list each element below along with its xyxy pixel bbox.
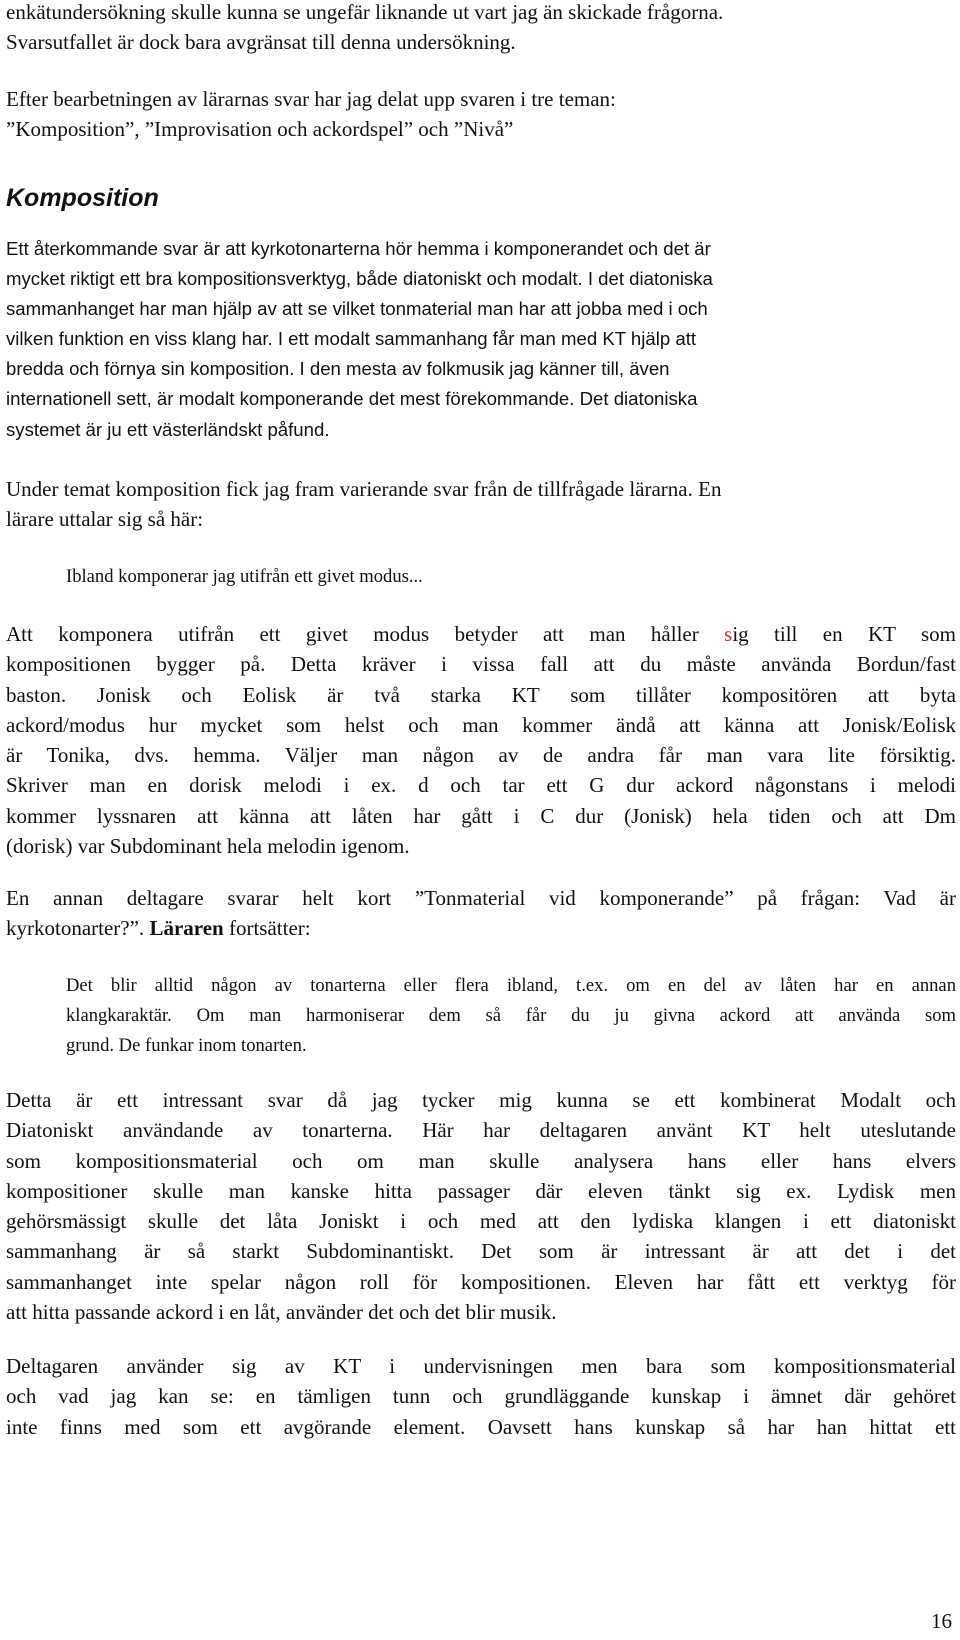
- quote-line: grund. De funkar inom tonarten.: [66, 1035, 307, 1057]
- text-line: systemet är ju ett västerländskt påfund.: [6, 418, 330, 440]
- text-line: inte finns med som ett avgörande element. Oavsett hans kunskap så har han hittat ett: [6, 1414, 956, 1439]
- bold-word: Läraren: [149, 916, 224, 941]
- text-line: som kompositionsmaterial och om man skulle analysera hans eller hans elvers: [6, 1148, 956, 1173]
- under-tema-paragraph: [6, 474, 956, 535]
- text-line: enkätundersökning skulle kunna se ungefär liknande ut vart jag än skickade frågorna.: [6, 0, 724, 24]
- text-line: (dorisk) var Subdominant hela melodin igenom.: [6, 834, 410, 859]
- text-line: Ett återkommande svar är att kyrkotonarterna hör hemma i komponerandet och det är: [6, 238, 711, 259]
- page-number: 16: [931, 1609, 952, 1633]
- text-line: Skriver man en dorisk melodi i ex. d och tar ett G dur ackord någonstans i melodi: [6, 773, 956, 798]
- text-line: Diatoniskt användande av tonarterna. Här har deltagaren använt KT helt uteslutande: [6, 1118, 956, 1143]
- text-line: gehörsmässigt skulle det låta Joniskt i och med att den lydiska klangen i ett diatoniskt: [6, 1209, 956, 1234]
- text-line: sammanhanget har man hjälp av att se vilket tonmaterial man har att jobba med i och: [6, 298, 708, 320]
- quote-line: Det blir alltid någon av tonarterna eller flera ibland, t.ex. om en del av låten har en annan: [66, 975, 956, 996]
- text-line: Att komponera utifrån ett givet modus betyder att man håller sig till en KT som: [6, 622, 956, 646]
- komposition-paragraph: [6, 234, 956, 445]
- highlighted-letter: s: [724, 622, 733, 646]
- quote-line: Ibland komponerar jag utifrån ett givet modus...: [66, 566, 423, 587]
- detta-paragraph: [6, 1085, 956, 1327]
- text-line: lärare uttalar sig så här:: [6, 507, 204, 532]
- text-line: ”Komposition”, ”Improvisation och ackordspel” och ”Nivå”: [6, 117, 514, 142]
- document-page: [6, 0, 954, 1640]
- themes-paragraph: [6, 84, 956, 145]
- text-line: kompositionen bygger på. Detta kräver i vissa fall att du måste använda Bordun/fast: [6, 652, 956, 677]
- text-line: vilken funktion en viss klang har. I ett modalt sammanhang får man med KT hjälp att: [6, 328, 697, 350]
- text-line: att hitta passande ackord i en låt, använder det och det blir musik.: [6, 1300, 557, 1325]
- text-line: Efter bearbetningen av lärarnas svar har jag delat upp svaren i tre teman:: [6, 87, 616, 111]
- teacher-quote-2: [66, 971, 956, 1062]
- text-line: ackord/modus hur mycket som helst och man kommer ändå att känna att Jonisk/Eolisk: [6, 712, 956, 737]
- text-line: sammanhanget inte spelar någon roll för kompositionen. Eleven har fått ett verktyg för: [6, 1269, 956, 1294]
- text-line: och vad jag kan se: en tämligen tunn och grundläggande kunskap i ämnet där gehöret: [6, 1384, 956, 1409]
- text-line: sammanhang är så starkt Subdominantiskt. Det som är intressant är att det i det: [6, 1239, 956, 1264]
- text-line: Under temat komposition fick jag fram varierande svar från de tillfrågade lärarna. En: [6, 477, 722, 501]
- intro-paragraph: [6, 0, 956, 58]
- quote-line: klangkaraktär. Om man harmoniserar dem så får du ju givna ackord att använda som: [66, 1005, 956, 1027]
- text-line: internationell sett, är modalt komponerande det mest förekommande. Det diatoniska: [6, 388, 698, 410]
- text-line: Deltagaren använder sig av KT i undervisningen men bara som kompositionsmaterial: [6, 1354, 956, 1378]
- text-line: bredda och förnya sin komposition. I den mesta av folkmusik jag känner till, även: [6, 358, 670, 380]
- text-line: kyrkotonarter?”. Läraren fortsätter:: [6, 916, 311, 941]
- text-line: är Tonika, dvs. hemma. Väljer man någon av de andra får man vara lite försiktig.: [6, 743, 956, 768]
- deltagaren-paragraph: [6, 1351, 956, 1442]
- text-line: kommer lyssnaren att känna att låten har gått i C dur (Jonisk) hela tiden och att Dm: [6, 803, 956, 828]
- text-line: Detta är ett intressant svar då jag tycker mig kunna se ett kombinerat Modalt och: [6, 1088, 956, 1112]
- en-annan-paragraph: [6, 883, 956, 944]
- text-line: baston. Jonisk och Eolisk är två starka KT som tillåter kompositören att byta: [6, 682, 956, 707]
- teacher-quote-1: [66, 562, 956, 592]
- section-heading: Komposition: [6, 184, 159, 212]
- text-line: Svarsutfallet är dock bara avgränsat till denna undersökning.: [6, 30, 516, 55]
- text-line: mycket riktigt ett bra kompositionsverktyg, både diatoniskt och modalt. I det diatoniska: [6, 268, 713, 290]
- att-komponera-paragraph: [6, 619, 956, 861]
- text-line: kompositioner skulle man kanske hitta passager där eleven tänkt sig ex. Lydisk men: [6, 1178, 956, 1203]
- text-line: En annan deltagare svarar helt kort ”Tonmaterial vid komponerande” på frågan: Vad är: [6, 886, 956, 910]
